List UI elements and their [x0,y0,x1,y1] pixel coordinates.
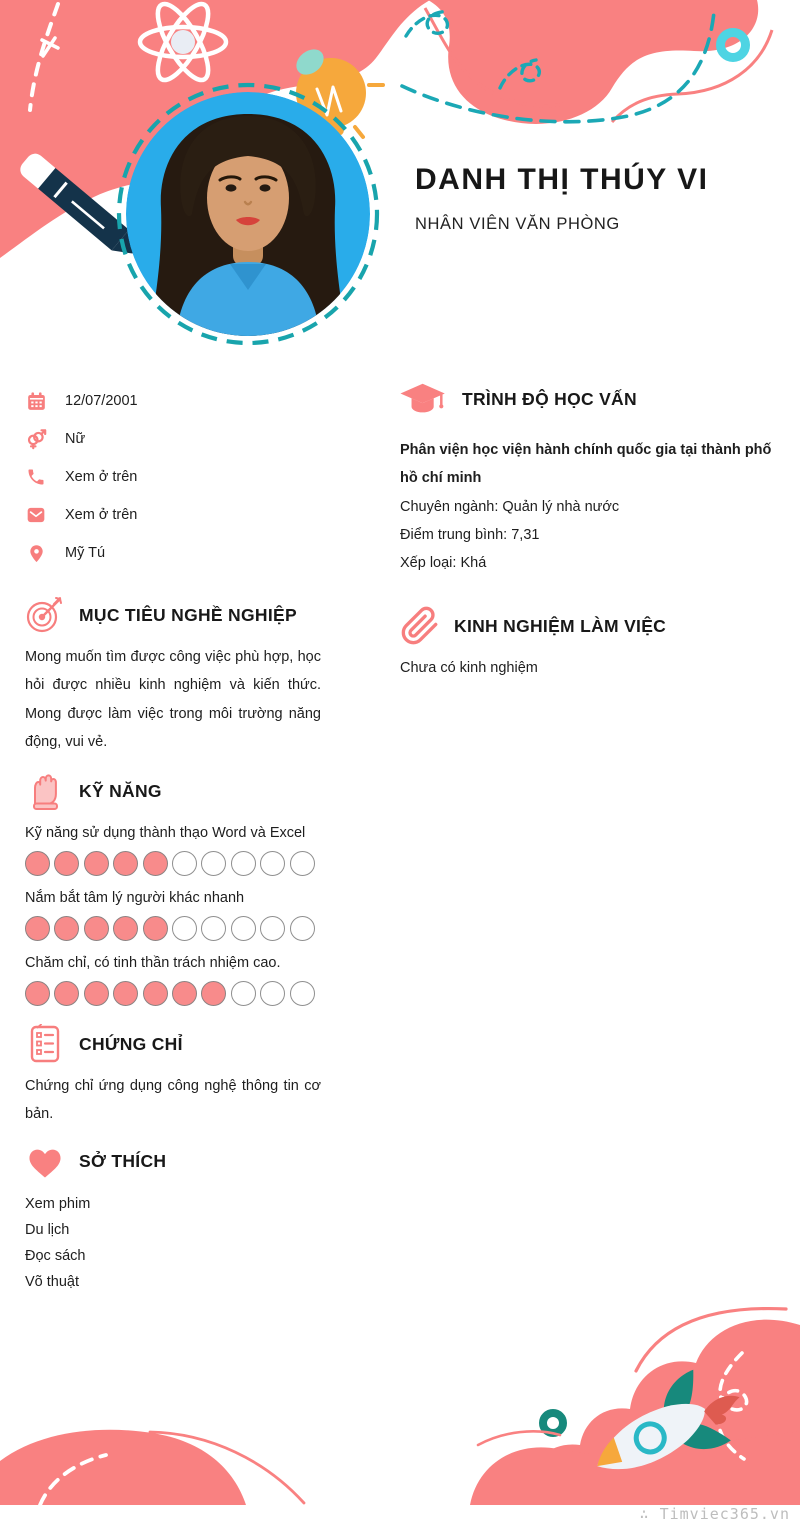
calendar-icon [25,390,47,412]
skill-dot [54,981,79,1006]
phone-value: Xem ở trên [65,469,138,485]
skill-dot [231,916,256,941]
section-header-certificates [25,1023,321,1065]
skill-dot [25,851,50,876]
skill-dot [201,981,226,1006]
section-title: TRÌNH ĐỘ HỌC VẤN [462,388,637,409]
skill-dot [260,851,285,876]
section-header-experience [400,605,778,647]
skill-dot [201,916,226,941]
skill-dot [54,916,79,941]
skill-dot [143,916,168,941]
experience-body: Chưa có kinh nghiệm [400,660,538,677]
name-block [415,163,785,234]
fist-icon [25,770,65,812]
email-value: Xem ở trên [65,507,138,523]
skill-level-dots [25,980,321,1007]
skill-dot [290,851,315,876]
dashed-loop-teal [406,12,448,36]
objective-body: Mong muốn tìm được công việc phù hợp, học hỏi được nhiều kinh nghiệm và kiến thức. Mong được làm việc trong môi trường năng động, vui vẻ. [25,649,321,750]
hobby-item: Du lịch [25,1221,70,1238]
coral-arc [478,1431,560,1445]
skill-level-dots [25,915,321,942]
skill-dot [290,916,315,941]
section-title: MỤC TIÊU NGHỀ NGHIỆP [79,604,297,625]
coral-wave-tongue [428,0,758,124]
section-header-hobbies [25,1141,321,1183]
heart-icon [25,1141,65,1183]
target-icon [25,594,65,636]
skill-dot [172,916,197,941]
section-title: SỞ THÍCH [79,1151,167,1172]
skill-item [25,890,321,942]
email-icon [25,504,47,526]
skill-dot [143,851,168,876]
education-gpa: Điểm trung bình: 7,31 [400,526,540,543]
gender-value: Nữ [65,431,86,447]
education-rank: Xếp loại: Khá [400,555,487,572]
skill-item [25,825,321,877]
section-header-skills [25,770,321,812]
right-column [400,378,778,683]
skill-dot [113,981,138,1006]
skill-dot [143,981,168,1006]
graduation-cap-icon [400,378,448,420]
info-row-gender [25,420,321,458]
skill-dot [25,916,50,941]
hobby-item: Xem phim [25,1195,91,1212]
section-title: CHỨNG CHỈ [79,1033,183,1054]
watermark: ∴ Timviec365.vn [639,1505,790,1523]
candidate-job-title: NHÂN VIÊN VĂN PHÒNG [415,215,620,233]
skill-dot [260,981,285,1006]
location-icon [25,542,47,564]
skill-dot [25,981,50,1006]
portrait [126,92,370,338]
info-row-address [25,534,321,572]
skill-dot [84,916,109,941]
skill-dot [84,851,109,876]
clipboard-icon [25,1023,65,1065]
certificates-body: Chứng chỉ ứng dụng công nghệ thông tin cơ bản. [25,1078,321,1123]
skill-dot [201,851,226,876]
candidate-name: DANH THỊ THÚY VI [415,163,709,196]
skill-level-dots [25,850,321,877]
skill-label: Nắm bắt tâm lý người khác nhanh [25,890,245,907]
section-header-education [400,378,778,420]
footer-decoration-art [0,1291,800,1531]
skill-dot [231,981,256,1006]
gender-icon [25,428,47,450]
education-school: Phân viện học viện hành chính quốc gia tại thành phố hồ chí minh [400,442,772,487]
birthday-value: 12/07/2001 [65,393,138,409]
section-title: KỸ NĂNG [79,780,162,801]
section-header-objective [25,594,321,636]
phone-icon [25,466,47,488]
info-row-email [25,496,321,534]
skill-label: Chăm chỉ, có tinh thần trách nhiệm cao. [25,955,281,972]
left-column [25,382,321,1295]
profile-photo-art [112,78,384,350]
section-title: KINH NGHIỆM LÀM VIỆC [454,615,667,636]
donut-circle-icon [543,1413,563,1433]
education-major: Chuyên ngành: Quản lý nhà nước [400,498,620,515]
info-row-birthday [25,382,321,420]
hobby-item: Đọc sách [25,1247,86,1264]
hobby-item: Võ thuật [25,1273,80,1290]
profile-photo [112,78,384,350]
skill-label: Kỹ năng sử dụng thành thạo Word và Excel [25,825,306,842]
skill-dot [172,851,197,876]
paperclip-icon [400,605,440,647]
skill-dot [290,981,315,1006]
skill-item [25,955,321,1007]
skill-dot [84,981,109,1006]
skill-dot [260,916,285,941]
skill-dot [113,851,138,876]
footer-decoration [0,1291,800,1531]
address-value: Mỹ Tú [65,545,106,561]
skill-dot [172,981,197,1006]
skill-dot [54,851,79,876]
skill-dot [113,916,138,941]
info-row-phone [25,458,321,496]
skill-dot [231,851,256,876]
